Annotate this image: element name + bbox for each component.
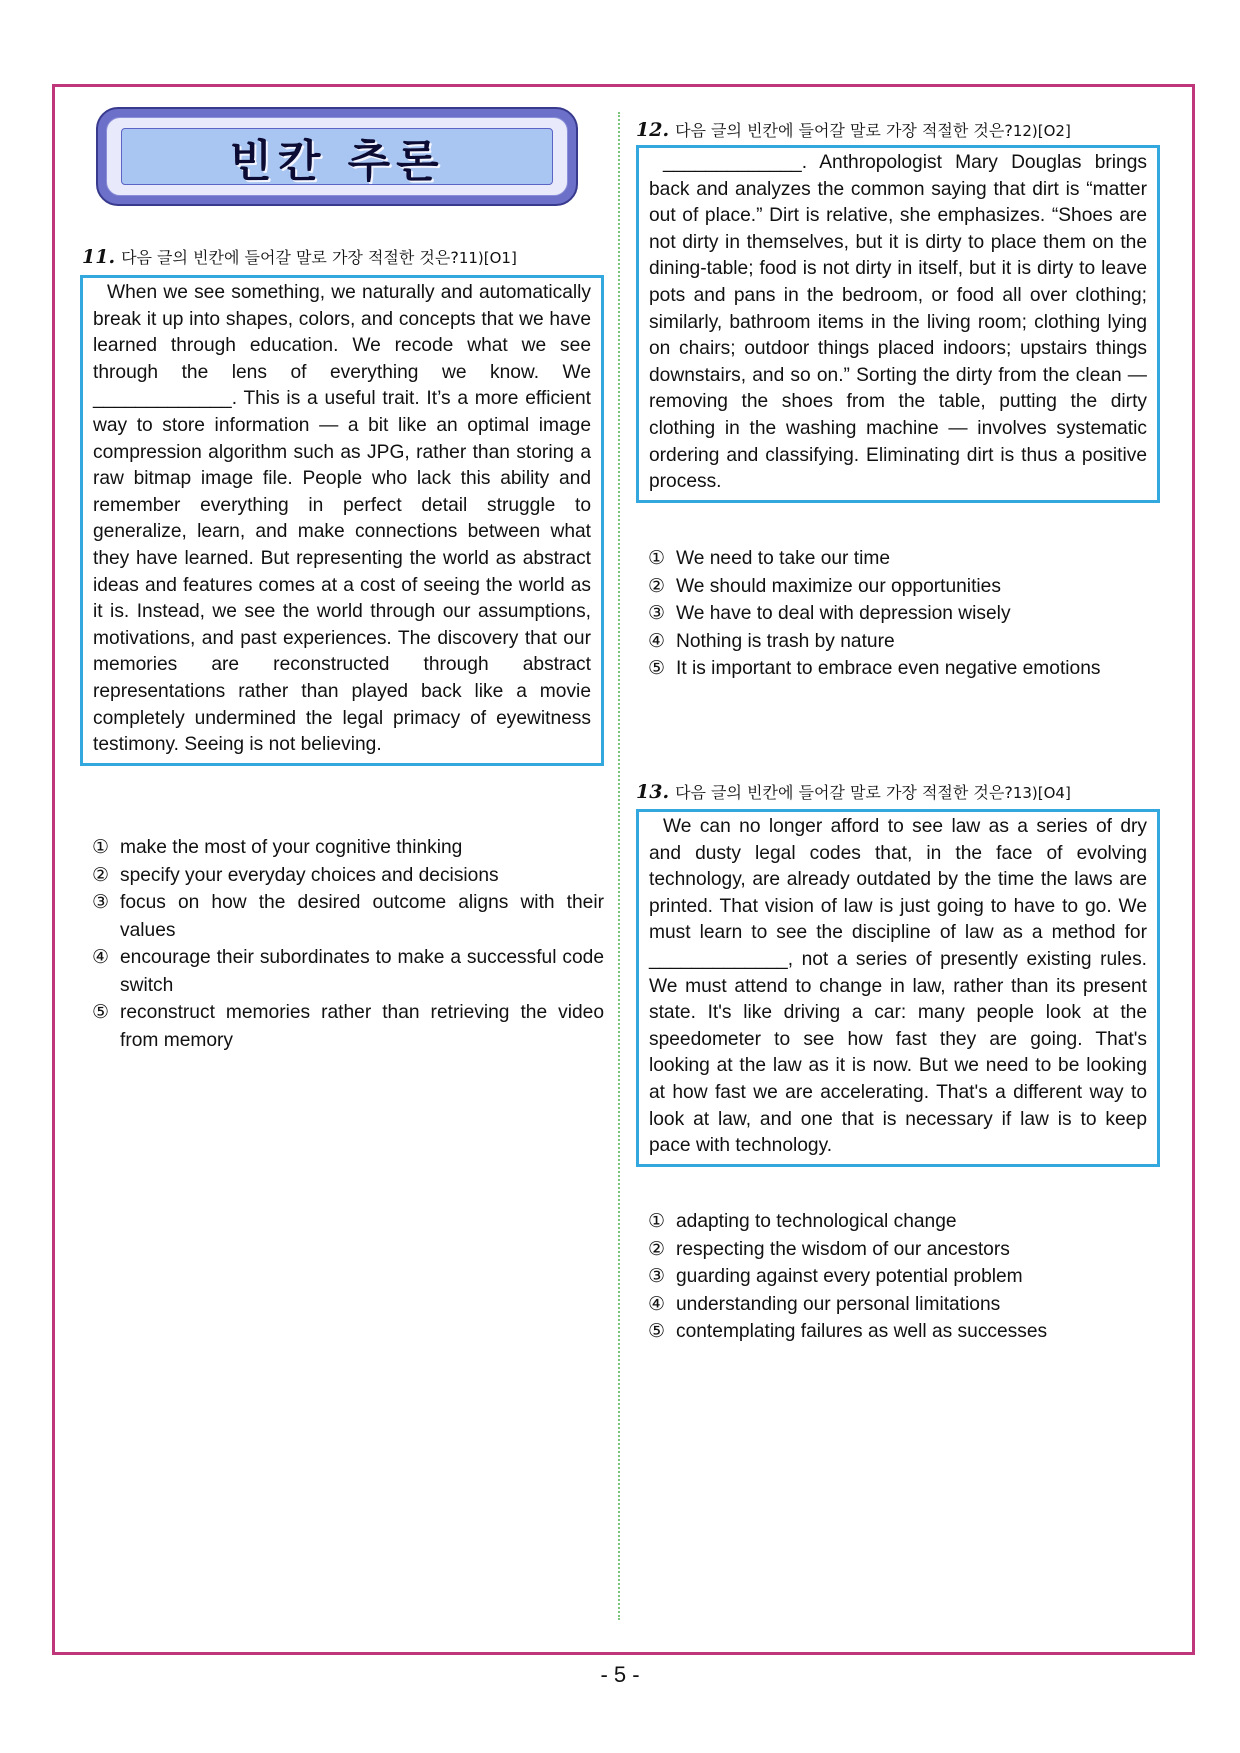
- option-5[interactable]: [648, 655, 1160, 683]
- option-marker: ⑤: [92, 1002, 110, 1023]
- option-marker: ⑤: [648, 658, 666, 679]
- option-text: We have to deal with depression wisely: [676, 603, 1011, 624]
- option-text: understanding our personal limitations: [676, 1293, 1001, 1315]
- option-4[interactable]: [648, 628, 1160, 656]
- option-4[interactable]: [92, 944, 604, 999]
- option-4[interactable]: [648, 1291, 1160, 1319]
- question-number: 12.: [636, 119, 670, 141]
- question-number: 13.: [636, 781, 670, 803]
- option-marker: ④: [648, 1293, 666, 1315]
- question-12-options: [648, 545, 1160, 683]
- option-text: specify your everyday choices and decisions: [120, 864, 499, 886]
- page-number: - 5 -: [600, 1662, 640, 1687]
- option-text: respecting the wisdom of our ancestors: [676, 1238, 1010, 1260]
- question-11-options: [92, 834, 604, 1054]
- option-3[interactable]: [648, 1263, 1160, 1291]
- option-2[interactable]: [648, 1236, 1160, 1264]
- question-11-passage: [80, 275, 604, 766]
- section-title-box: [96, 107, 578, 206]
- option-text: reconstruct memories rather than retrieving the video from memory: [120, 1002, 604, 1051]
- option-3[interactable]: [92, 889, 604, 944]
- option-marker: ③: [648, 1266, 666, 1287]
- option-text: We need to take our time: [676, 548, 891, 569]
- option-marker: ①: [92, 837, 110, 858]
- option-2[interactable]: [648, 573, 1160, 601]
- column-divider: [618, 112, 620, 1620]
- option-text: guarding against every potential problem: [676, 1266, 1023, 1287]
- option-5[interactable]: [92, 999, 604, 1054]
- option-marker: ③: [648, 603, 666, 624]
- option-2[interactable]: [92, 862, 604, 890]
- option-text: adapting to technological change: [676, 1211, 957, 1232]
- option-marker: ⑤: [648, 1321, 666, 1342]
- option-3[interactable]: [648, 600, 1160, 628]
- question-13-header: [636, 780, 1071, 803]
- option-text: contemplating failures as well as successes: [676, 1321, 1048, 1342]
- option-marker: ③: [92, 892, 110, 913]
- option-1[interactable]: [92, 834, 604, 862]
- option-5[interactable]: [648, 1318, 1160, 1346]
- question-12-header: [636, 118, 1071, 141]
- question-code: 13)[O4]: [1012, 784, 1071, 802]
- question-prompt: 다음 글의 빈칸에 들어갈 말로 가장 적절한 것은?: [121, 248, 459, 267]
- option-text: It is important to embrace even negative emotions: [676, 658, 1101, 679]
- question-code: 12)[O2]: [1012, 122, 1071, 140]
- section-title: 빈칸 추론: [229, 135, 445, 187]
- option-1[interactable]: [648, 545, 1160, 573]
- option-marker: ①: [648, 548, 666, 569]
- question-prompt: 다음 글의 빈칸에 들어갈 말로 가장 적절한 것은?: [675, 783, 1013, 802]
- passage-text: When we see something, we naturally and automatically break it up into shapes, colors, and concepts that we have learned through education. We recode what we see through the lens of everything we know. We _____________. This is a useful trait. It’s a more efficient way to store information — a bit like an optimal image compression algorithm such as JPG, rather than storing a raw bitmap image file. People who lack this ability and remember everything in perfect detail struggle to generalize, learn, and make connections between what they have learned. But representing the world as abstract ideas and features comes at a cost of seeing the world as it is. Instead, we see the world through our assumptions, motivations, and past experiences. The discovery that our memories are reconstructed through abstract representations rather than played back like a movie completely undermined the legal primacy of eyewitness testimony. Seeing is not believing.: [93, 282, 591, 756]
- question-12-passage: [636, 145, 1160, 503]
- question-prompt: 다음 글의 빈칸에 들어갈 말로 가장 적절한 것은?: [675, 121, 1013, 140]
- option-marker: ②: [648, 1238, 666, 1260]
- option-text: encourage their subordinates to make a successful code switch: [120, 947, 604, 996]
- option-marker: ②: [648, 575, 666, 597]
- option-text: focus on how the desired outcome aligns with their values: [120, 892, 604, 941]
- option-marker: ④: [648, 630, 666, 652]
- option-text: Nothing is trash by nature: [676, 630, 895, 652]
- option-marker: ①: [648, 1211, 666, 1232]
- option-marker: ②: [92, 864, 110, 886]
- question-number: 11.: [82, 246, 116, 268]
- option-marker: ④: [92, 947, 110, 968]
- question-code: 11)[O1]: [458, 249, 517, 267]
- passage-text: _____________. Anthropologist Mary Douglas brings back and analyzes the common saying that dirt is “matter out of place.” Dirt is relative, she emphasizes. “Shoes are not dirty in themselves, but it is dirty to place them on the dining-table; food is not dirty in itself, but it is dirty to leave pots and pans in the bedroom, or food all over clothing; similarly, bathroom items in the living room; clothing lying on chairs; outdoor things placed indoors; upstairs things downstairs, and so on.” Sorting the dirty from the clean — removing the shoes from the table, putting the dirty clothing in the washing machine — involves systematic ordering and classifying. Eliminating dirt is thus a positive process.: [649, 152, 1147, 493]
- question-13-passage: [636, 809, 1160, 1167]
- option-text: make the most of your cognitive thinking: [120, 837, 463, 858]
- passage-text: We can no longer afford to see law as a series of dry and dusty legal codes that, in the face of evolving technology, are already outdated by the time the laws are printed. That vision of law is just going to have to go. We must learn to see the discipline of law as a method for _____________, not a series of presently existing rules. We must attend to change in law, rather than its present state. It's like driving a car: many people look at the speedometer to see how fast they are going. That's looking at the law as it is now. But we need to be looking at how fast we are accelerating. That's a different way to look at law, and one that is necessary if law is to keep pace with technology.: [649, 816, 1147, 1157]
- option-1[interactable]: [648, 1208, 1160, 1236]
- option-text: We should maximize our opportunities: [676, 575, 1001, 597]
- question-13-options: [648, 1208, 1160, 1346]
- question-11-header: [82, 245, 517, 268]
